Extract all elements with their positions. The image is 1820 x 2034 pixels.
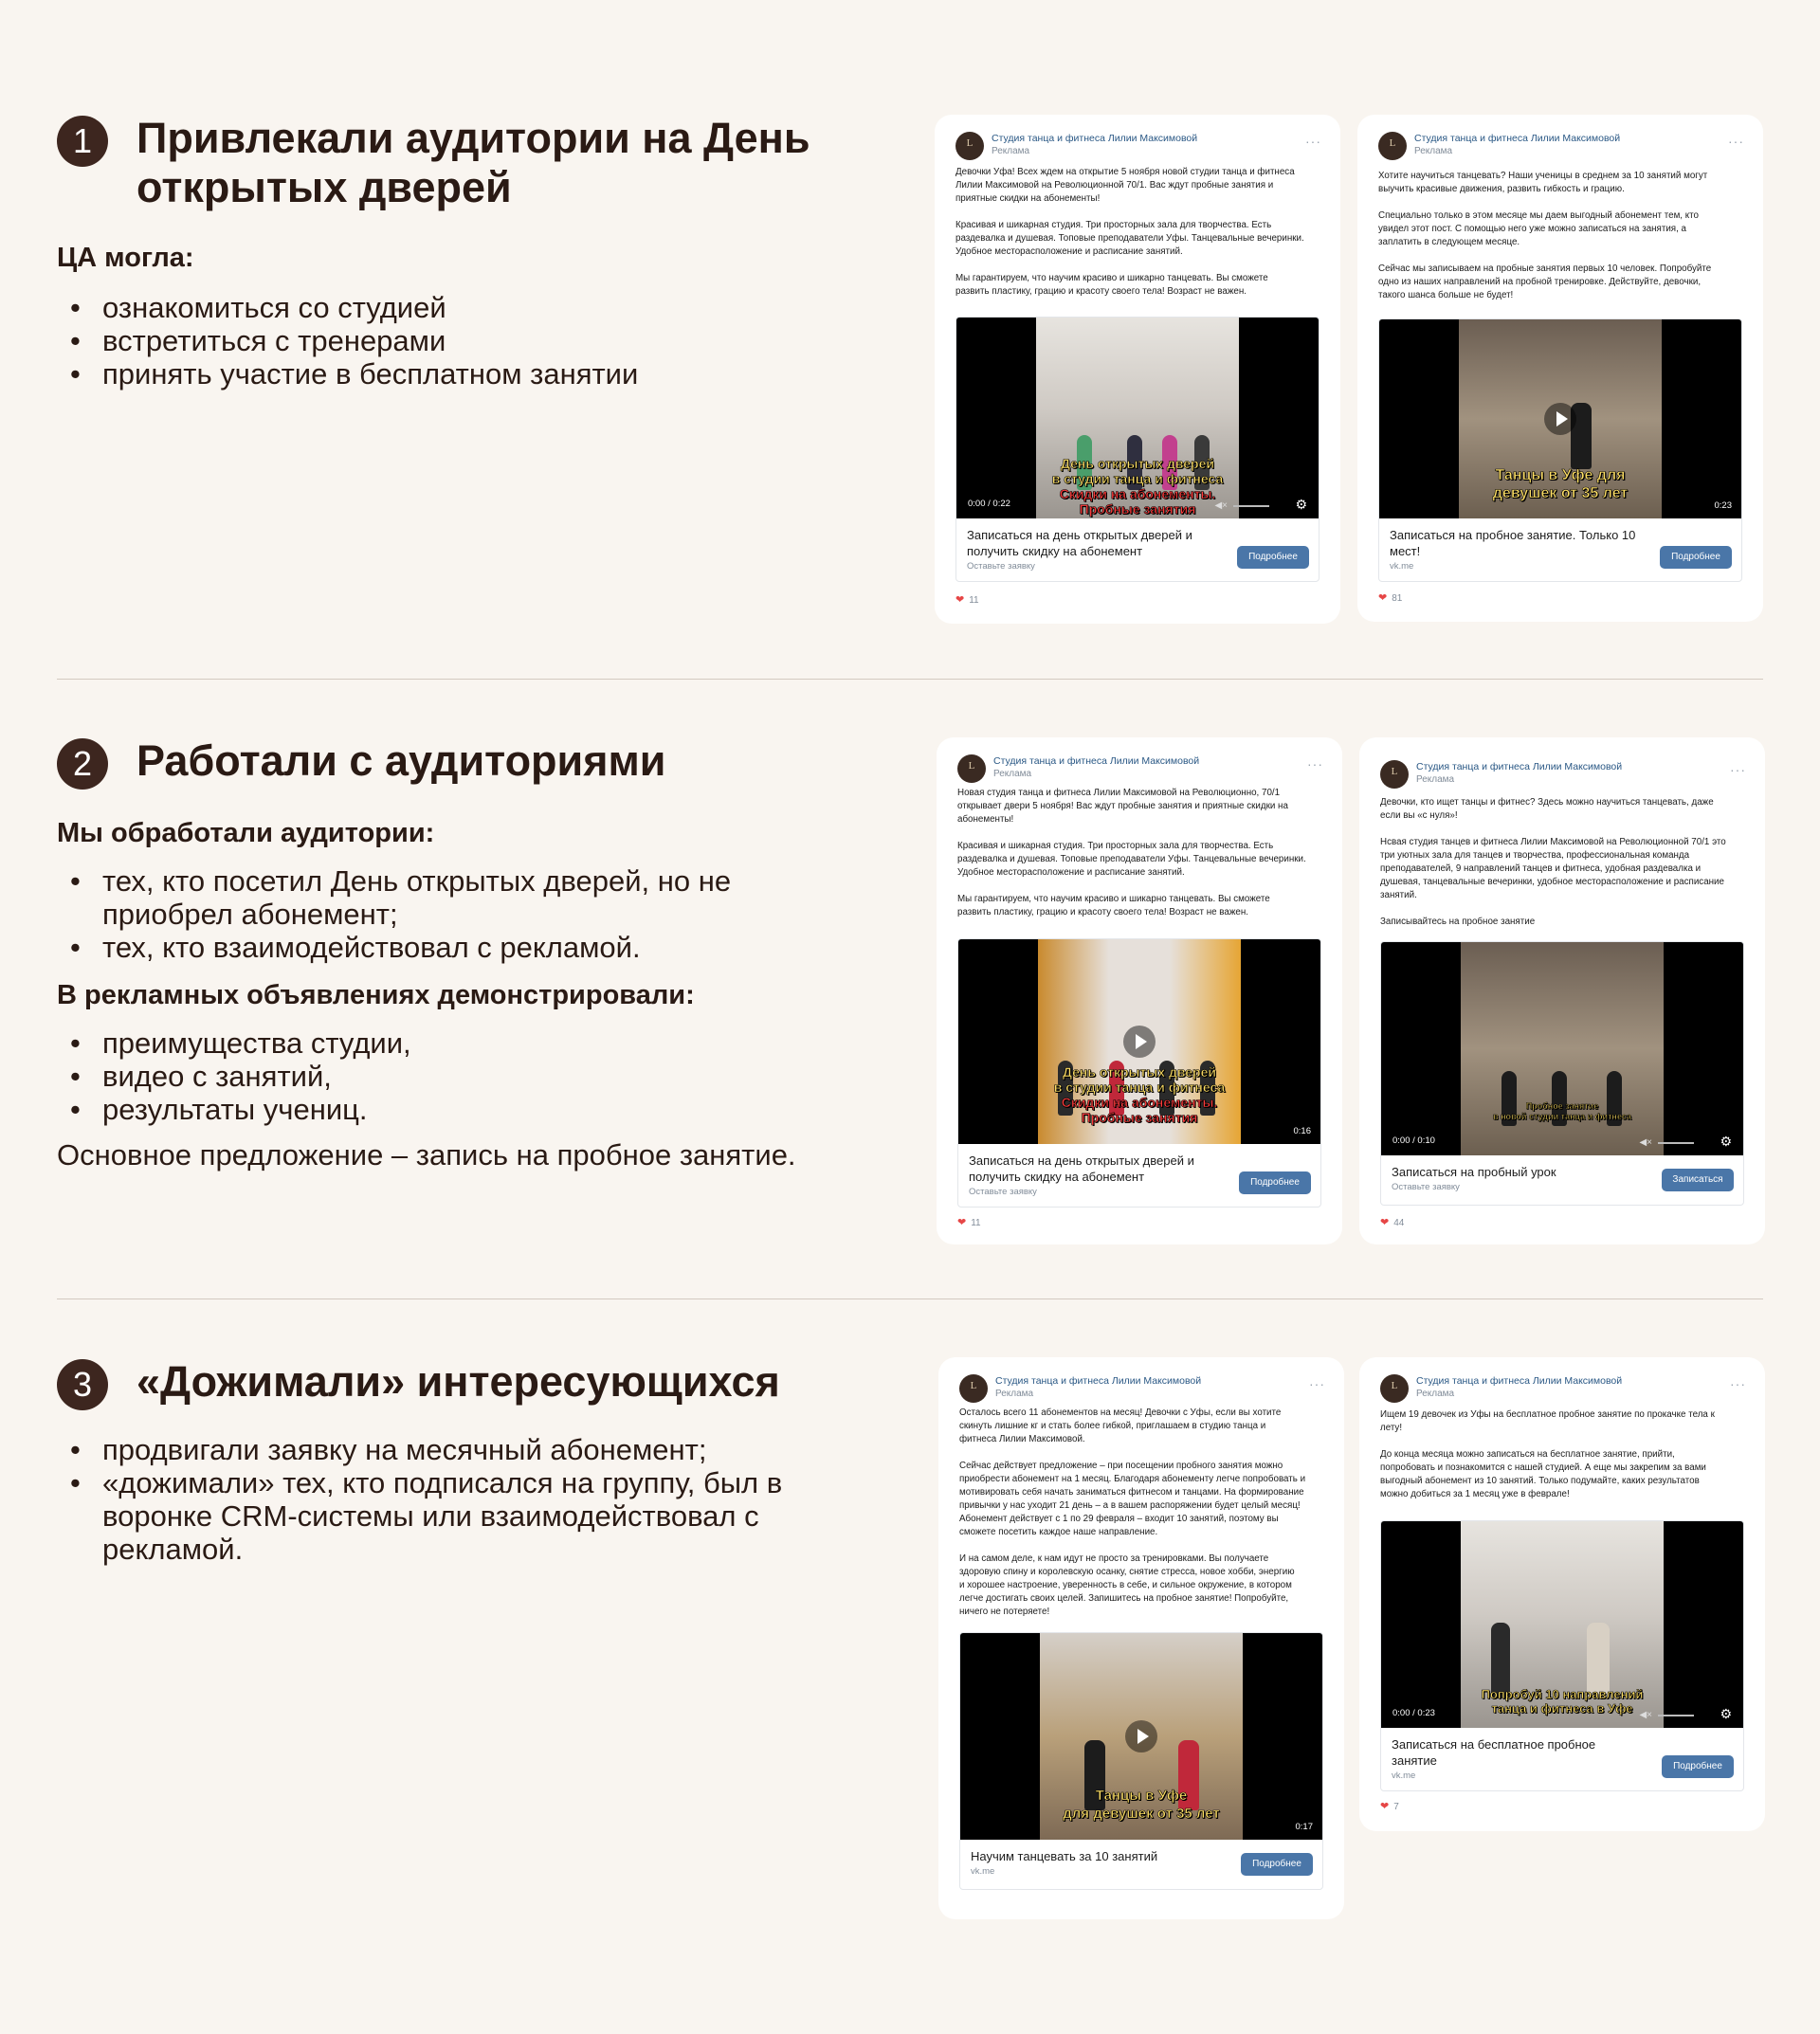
video-duration: 0:23 (1714, 500, 1732, 511)
ad-card[interactable] (1357, 115, 1763, 622)
studio-name-link[interactable]: Студия танца и фитнеса Лилии Максимовой (992, 133, 1198, 144)
ad-text: Девочки Уфа! Всех ждем на открытие 5 ноября новой студии танца и фитнеса Лилии Максимовой на Революционной 70/1. Вас ждут пробные занятия и приятные скидки на абонементы! Красивая и шикарная студия. Три просторных зала для творчества. Есть раздевалка и душевая. Топовые преподаватели Уфы. Танцевальные вечеринки. Удобное месторасположение и расписание занятий. Мы гарантируем, что научим красиво и шикарно танцевать. Вы сможете развить пластику, грацию и красоту своего тела! Возраст не важен. (956, 167, 1304, 297)
caption-line: в студии танца и фитнеса (1051, 471, 1224, 486)
section-2-title: Работали с аудиториями (136, 736, 666, 785)
likes-count: 81 (1392, 593, 1403, 604)
video-caption (1036, 456, 1239, 517)
ad-text: Осталось всего 11 абонементов на месяц! Девочки с Уфы, если вы хотите скинуть лишние кг и стать более гибкой, приглашаем в студию танца и фитнеса Лилии Максимовой. Сейчас действует предложение – при посещении пробного занятия можно приобрести абонемент на 1 месяц. Благодаря абонементу легче попробовать и мотивировать себя начать заниматься фитнесом и танцами. На формирование привычки у нас уходит 21 день – а в вашем распоряжении будет целый месяц! Абонемент действует с 1 по 29 февраля – входит 10 занятий, поэтому вы сможете посетить каждое наше направление. И на самом деле, к нам идут не просто за тренировками. Вы получаете здоровую спину и королевскую осанку, снятие стресса, новое хобби, энергию и хорошее настроение, уверенность в себе, и сильное окружение, в котором легче достигать своих целей. Запишитесь на пробное занятие! Попробуйте, ничего не потеряете! (959, 1407, 1306, 1617)
caption-line: в студии танца и фитнеса (1053, 1080, 1226, 1095)
caption-line: для девушек от 35 лет (1063, 1806, 1220, 1822)
ad-card[interactable] (1359, 737, 1765, 1244)
video-player[interactable] (956, 318, 1319, 518)
link-source: vk.me (1390, 561, 1414, 572)
heart-icon[interactable]: ❤ (1378, 592, 1388, 604)
ad-label: Реклама (1416, 1389, 1455, 1399)
caption-line: Скидки на абонементы. (1061, 1095, 1218, 1110)
video-caption (1459, 466, 1662, 502)
likes-counter[interactable] (1380, 1800, 1399, 1812)
heart-icon[interactable]: ❤ (1380, 1801, 1390, 1812)
ad-header (957, 754, 1327, 787)
ad-card[interactable] (937, 737, 1342, 1244)
video-player[interactable] (960, 1633, 1322, 1840)
ad-card[interactable] (1359, 1357, 1765, 1831)
details-button[interactable]: Подробнее (1237, 546, 1309, 569)
video-player[interactable] (1379, 319, 1741, 518)
ad-header (1378, 132, 1748, 164)
ad-label: Реклама (1414, 146, 1453, 156)
video-caption (1038, 1064, 1241, 1125)
ad-label: Реклама (992, 146, 1030, 156)
caption-line: танца и фитнеса в Уфе (1491, 1701, 1633, 1716)
section-2-bullets-2 (57, 1026, 411, 1126)
likes-count: 11 (971, 1218, 981, 1228)
likes-counter[interactable] (957, 1216, 981, 1228)
link-source: vk.me (971, 1866, 995, 1877)
link-source: Оставьте заявку (967, 561, 1035, 572)
caption-line: Пробные занятия (1081, 1110, 1198, 1125)
likes-counter[interactable] (956, 593, 979, 606)
ad-text: Девочки, кто ищет танцы и фитнес? Здесь можно научиться танцевать, даже если вы «с нуля»! Нсвая студия танцев и фитнеса Лилии Максимовой на Революционной 70/1 это три уютных зала для танцев и творчества, профессиональная команда преподавателей, 9 направлений танцев и фитнеса, удобная раздевалка и душевая, танцевальные вечеринки, удобное месторасположение и расписание занятий. Записывайтесь на пробное занятие (1380, 797, 1726, 927)
studio-avatar[interactable] (1378, 132, 1407, 160)
more-dots-icon[interactable]: ··· (1728, 134, 1744, 149)
volume-icon[interactable]: ◀× (1214, 500, 1228, 511)
caption-line: Танцы в Уфе для (1495, 467, 1626, 483)
caption-line: Попробуй 10 направлений (1481, 1687, 1644, 1701)
signup-button[interactable]: Записаться (1662, 1169, 1734, 1191)
section-divider (57, 1298, 1763, 1299)
studio-avatar[interactable] (957, 754, 986, 783)
more-dots-icon[interactable]: ··· (1307, 756, 1323, 772)
ad-header (1380, 760, 1750, 792)
caption-line: День открытых дверей (1061, 456, 1214, 471)
link-snippet[interactable] (1381, 1728, 1743, 1790)
bullet-item: • встретиться с тренерами (102, 324, 638, 357)
video-player[interactable] (1381, 1521, 1743, 1728)
section-1-subheading: ЦА могла: (57, 243, 194, 273)
details-button[interactable]: Подробнее (1662, 1755, 1734, 1778)
video-duration: 0:17 (1295, 1822, 1313, 1832)
caption-line: Пробные занятия (1079, 501, 1196, 517)
video-caption (1461, 1687, 1664, 1716)
settings-gear-icon[interactable]: ⚙ (1295, 497, 1307, 512)
settings-gear-icon[interactable]: ⚙ (1720, 1706, 1732, 1721)
bullet-item: • тех, кто взаимодействовал с рекламой. (102, 931, 731, 964)
video-player[interactable] (1381, 942, 1743, 1155)
video-attachment[interactable] (1380, 1520, 1744, 1791)
bullet-item (102, 864, 731, 931)
studio-name-link[interactable]: Студия танца и фитнеса Лилии Максимовой (995, 1375, 1202, 1387)
link-source: vk.me (1392, 1771, 1416, 1781)
likes-count: 7 (1393, 1802, 1399, 1812)
likes-count: 44 (1393, 1218, 1405, 1228)
likes-counter[interactable] (1378, 591, 1402, 604)
studio-avatar[interactable] (1380, 1374, 1409, 1403)
video-player[interactable] (958, 939, 1320, 1144)
bullet-item: • видео с занятий, (102, 1060, 411, 1093)
more-dots-icon[interactable]: ··· (1730, 1376, 1746, 1391)
caption-line: девушек от 35 лет (1492, 485, 1629, 501)
bullet-text: «дожимали» тех, кто подписался на группу, был в (102, 1466, 783, 1499)
caption-line: в новой студии танца и фитнеса (1493, 1112, 1631, 1121)
video-attachment[interactable] (959, 1632, 1323, 1890)
section-3-bullets (57, 1433, 782, 1566)
volume-icon[interactable]: ◀× (1639, 1137, 1652, 1148)
ad-card[interactable] (938, 1357, 1344, 1919)
link-source: Оставьте заявку (969, 1187, 1037, 1197)
ad-label: Реклама (1416, 774, 1455, 785)
video-time: 0:00 / 0:10 (1392, 1135, 1435, 1146)
section-1-title-line1: Привлекали аудитории на День (136, 114, 810, 162)
video-attachment[interactable] (1380, 941, 1744, 1206)
more-dots-icon[interactable]: ··· (1305, 134, 1321, 149)
section-2-closing: Основное предложение – запись на пробное занятие. (57, 1138, 796, 1171)
bullet-item: • преимущества студии, (102, 1026, 411, 1060)
bullet-item (102, 1466, 782, 1566)
section-divider (57, 679, 1763, 680)
caption-line: Скидки на абонементы. (1059, 486, 1216, 501)
ad-label: Реклама (993, 769, 1032, 779)
video-time: 0:00 / 0:23 (1392, 1708, 1435, 1718)
more-dots-icon[interactable]: ··· (1730, 762, 1746, 777)
play-icon[interactable] (1544, 403, 1576, 435)
ad-card[interactable] (935, 115, 1340, 624)
ad-text: Новая студия танца и фитнеса Лилии Максимовой на Революционно, 70/1 открывает двери 5 ноября! Вас ждут пробные занятия и приятные скидки на абонементы! Красивая и шикарная студия. Три просторных зала для творчества. Есть раздевалка и душевая. Топовые преподаватели Уфы. Танцевальные вечеринки. Удобное месторасположение и расписание занятий. Мы гарантируем, что научим красиво и шикарно танцевать. Вы сможете развить пластику, грацию и красоту своего тела! Возраст не важен. (957, 788, 1306, 917)
details-button[interactable]: Подробнее (1239, 1171, 1311, 1194)
link-title[interactable]: Записаться на день открытых дверей и получить скидку на абонемент (967, 528, 1192, 558)
ad-header (956, 132, 1325, 164)
studio-avatar[interactable] (956, 132, 984, 160)
section-1-bullets (57, 291, 638, 390)
likes-counter[interactable] (1380, 1216, 1404, 1228)
caption-line: День открытых дверей (1063, 1064, 1216, 1080)
heart-icon[interactable]: ❤ (956, 594, 965, 606)
bullet-text-cont: воронке CRM-системы или взаимодействовал с (102, 1499, 759, 1533)
bullet-item: • продвигали заявку на месячный абонемент; (102, 1433, 782, 1466)
bullet-text-cont: рекламой. (102, 1533, 244, 1566)
bullet-text: тех, кто посетил День открытых дверей, но не (102, 864, 732, 898)
video-time: 0:00 / 0:22 (968, 499, 1010, 509)
details-button[interactable]: Подробнее (1241, 1853, 1313, 1876)
link-title[interactable]: Записаться на пробный урок (1392, 1165, 1556, 1179)
bullet-text-cont: приобрел абонемент; (102, 898, 398, 931)
video-caption (1461, 1101, 1664, 1122)
ad-header (1380, 1374, 1750, 1407)
studio-avatar[interactable] (1380, 760, 1409, 789)
link-snippet[interactable] (956, 518, 1319, 581)
section-1-title-line2: открытых дверей (136, 163, 512, 211)
settings-gear-icon[interactable]: ⚙ (1720, 1134, 1732, 1149)
video-attachment[interactable] (956, 317, 1320, 582)
step-number-3: 3 (57, 1359, 108, 1410)
play-icon[interactable] (1125, 1720, 1157, 1753)
studio-name-link[interactable]: Студия танца и фитнеса Лилии Максимовой (1414, 133, 1621, 144)
link-title[interactable]: Научим танцевать за 10 занятий (971, 1849, 1158, 1863)
section-2-bullets-1 (57, 864, 731, 964)
link-title[interactable]: Записаться на пробное занятие. Только 10 мест! (1390, 528, 1636, 558)
ad-text: Хотите научиться танцевать? Наши ученицы в среднем за 10 занятий могут выучить красивые движения, развить гибкость и грацию. Специально только в этом месяце мы даем выгодный абонемент тем, кто увидел этот пост. С помощью него уже можно записаться на занятия, а заплатить в следующем месяце. Сейчас мы записываем на пробные занятия первых 10 человек. Попробуйте одно из наших направлений на пробной тренировке. Действуйте, девочки, такого шанса больше не будет! (1378, 171, 1712, 300)
link-source: Оставьте заявку (1392, 1182, 1460, 1192)
details-button[interactable]: Подробнее (1660, 546, 1732, 569)
studio-name-link[interactable]: Студия танца и фитнеса Лилии Максимовой (1416, 761, 1623, 772)
link-snippet[interactable] (1381, 1155, 1743, 1205)
bullet-item: • ознакомиться со студией (102, 291, 638, 324)
video-frame (1461, 942, 1664, 1155)
section-1-title (136, 114, 810, 212)
volume-icon[interactable]: ◀× (1639, 1710, 1652, 1720)
link-snippet[interactable] (958, 1144, 1320, 1207)
bullet-item: • результаты учениц. (102, 1093, 411, 1126)
ad-header (959, 1374, 1329, 1407)
caption-line: Танцы в Уфе (1095, 1788, 1188, 1804)
video-caption (1040, 1787, 1243, 1823)
section-2-subheading-2: В рекламных объявлениях демонстрировали: (57, 980, 695, 1010)
likes-count: 11 (969, 595, 979, 606)
link-snippet[interactable] (1379, 518, 1741, 581)
studio-name-link[interactable]: Студия танца и фитнеса Лилии Максимовой (993, 755, 1200, 767)
volume-slider[interactable] (1658, 1142, 1694, 1144)
video-duration: 0:16 (1293, 1126, 1311, 1136)
step-number-1: 1 (57, 116, 108, 167)
studio-name-link[interactable]: Студия танца и фитнеса Лилии Максимовой (1416, 1375, 1623, 1387)
caption-line: Пробное занятие (1525, 1101, 1599, 1111)
ad-text: Ищем 19 девочек из Уфы на бесплатное пробное занятие по прокачке тела к лету! До конца месяца можно записаться на бесплатное занятие, прийти, попробовать и познакомится с нашей студией. А еще мы закрепим за вами выгодный абонемент из 10 занятий. Только подумайте, каких результатов можно добиться за 1 месяц уже в феврале! (1380, 1409, 1715, 1499)
video-attachment[interactable] (957, 938, 1321, 1208)
section-3-title: «Дожимали» интересующихся (136, 1357, 780, 1406)
heart-icon[interactable]: ❤ (957, 1217, 967, 1228)
section-2-subheading-1: Мы обработали аудитории: (57, 818, 435, 848)
heart-icon[interactable]: ❤ (1380, 1217, 1390, 1228)
volume-slider[interactable] (1658, 1715, 1694, 1716)
volume-slider[interactable] (1233, 505, 1269, 507)
step-number-2: 2 (57, 738, 108, 790)
play-icon[interactable] (1123, 1026, 1156, 1058)
more-dots-icon[interactable]: ··· (1309, 1376, 1325, 1391)
link-title[interactable]: Записаться на бесплатное пробное занятие (1392, 1737, 1596, 1768)
link-title[interactable]: Записаться на день открытых дверей и получить скидку на абонемент (969, 1153, 1194, 1184)
link-snippet[interactable] (960, 1840, 1322, 1889)
ad-label: Реклама (995, 1389, 1034, 1399)
studio-avatar[interactable] (959, 1374, 988, 1403)
bullet-item: • принять участие в бесплатном занятии (102, 357, 638, 390)
video-attachment[interactable] (1378, 318, 1742, 582)
